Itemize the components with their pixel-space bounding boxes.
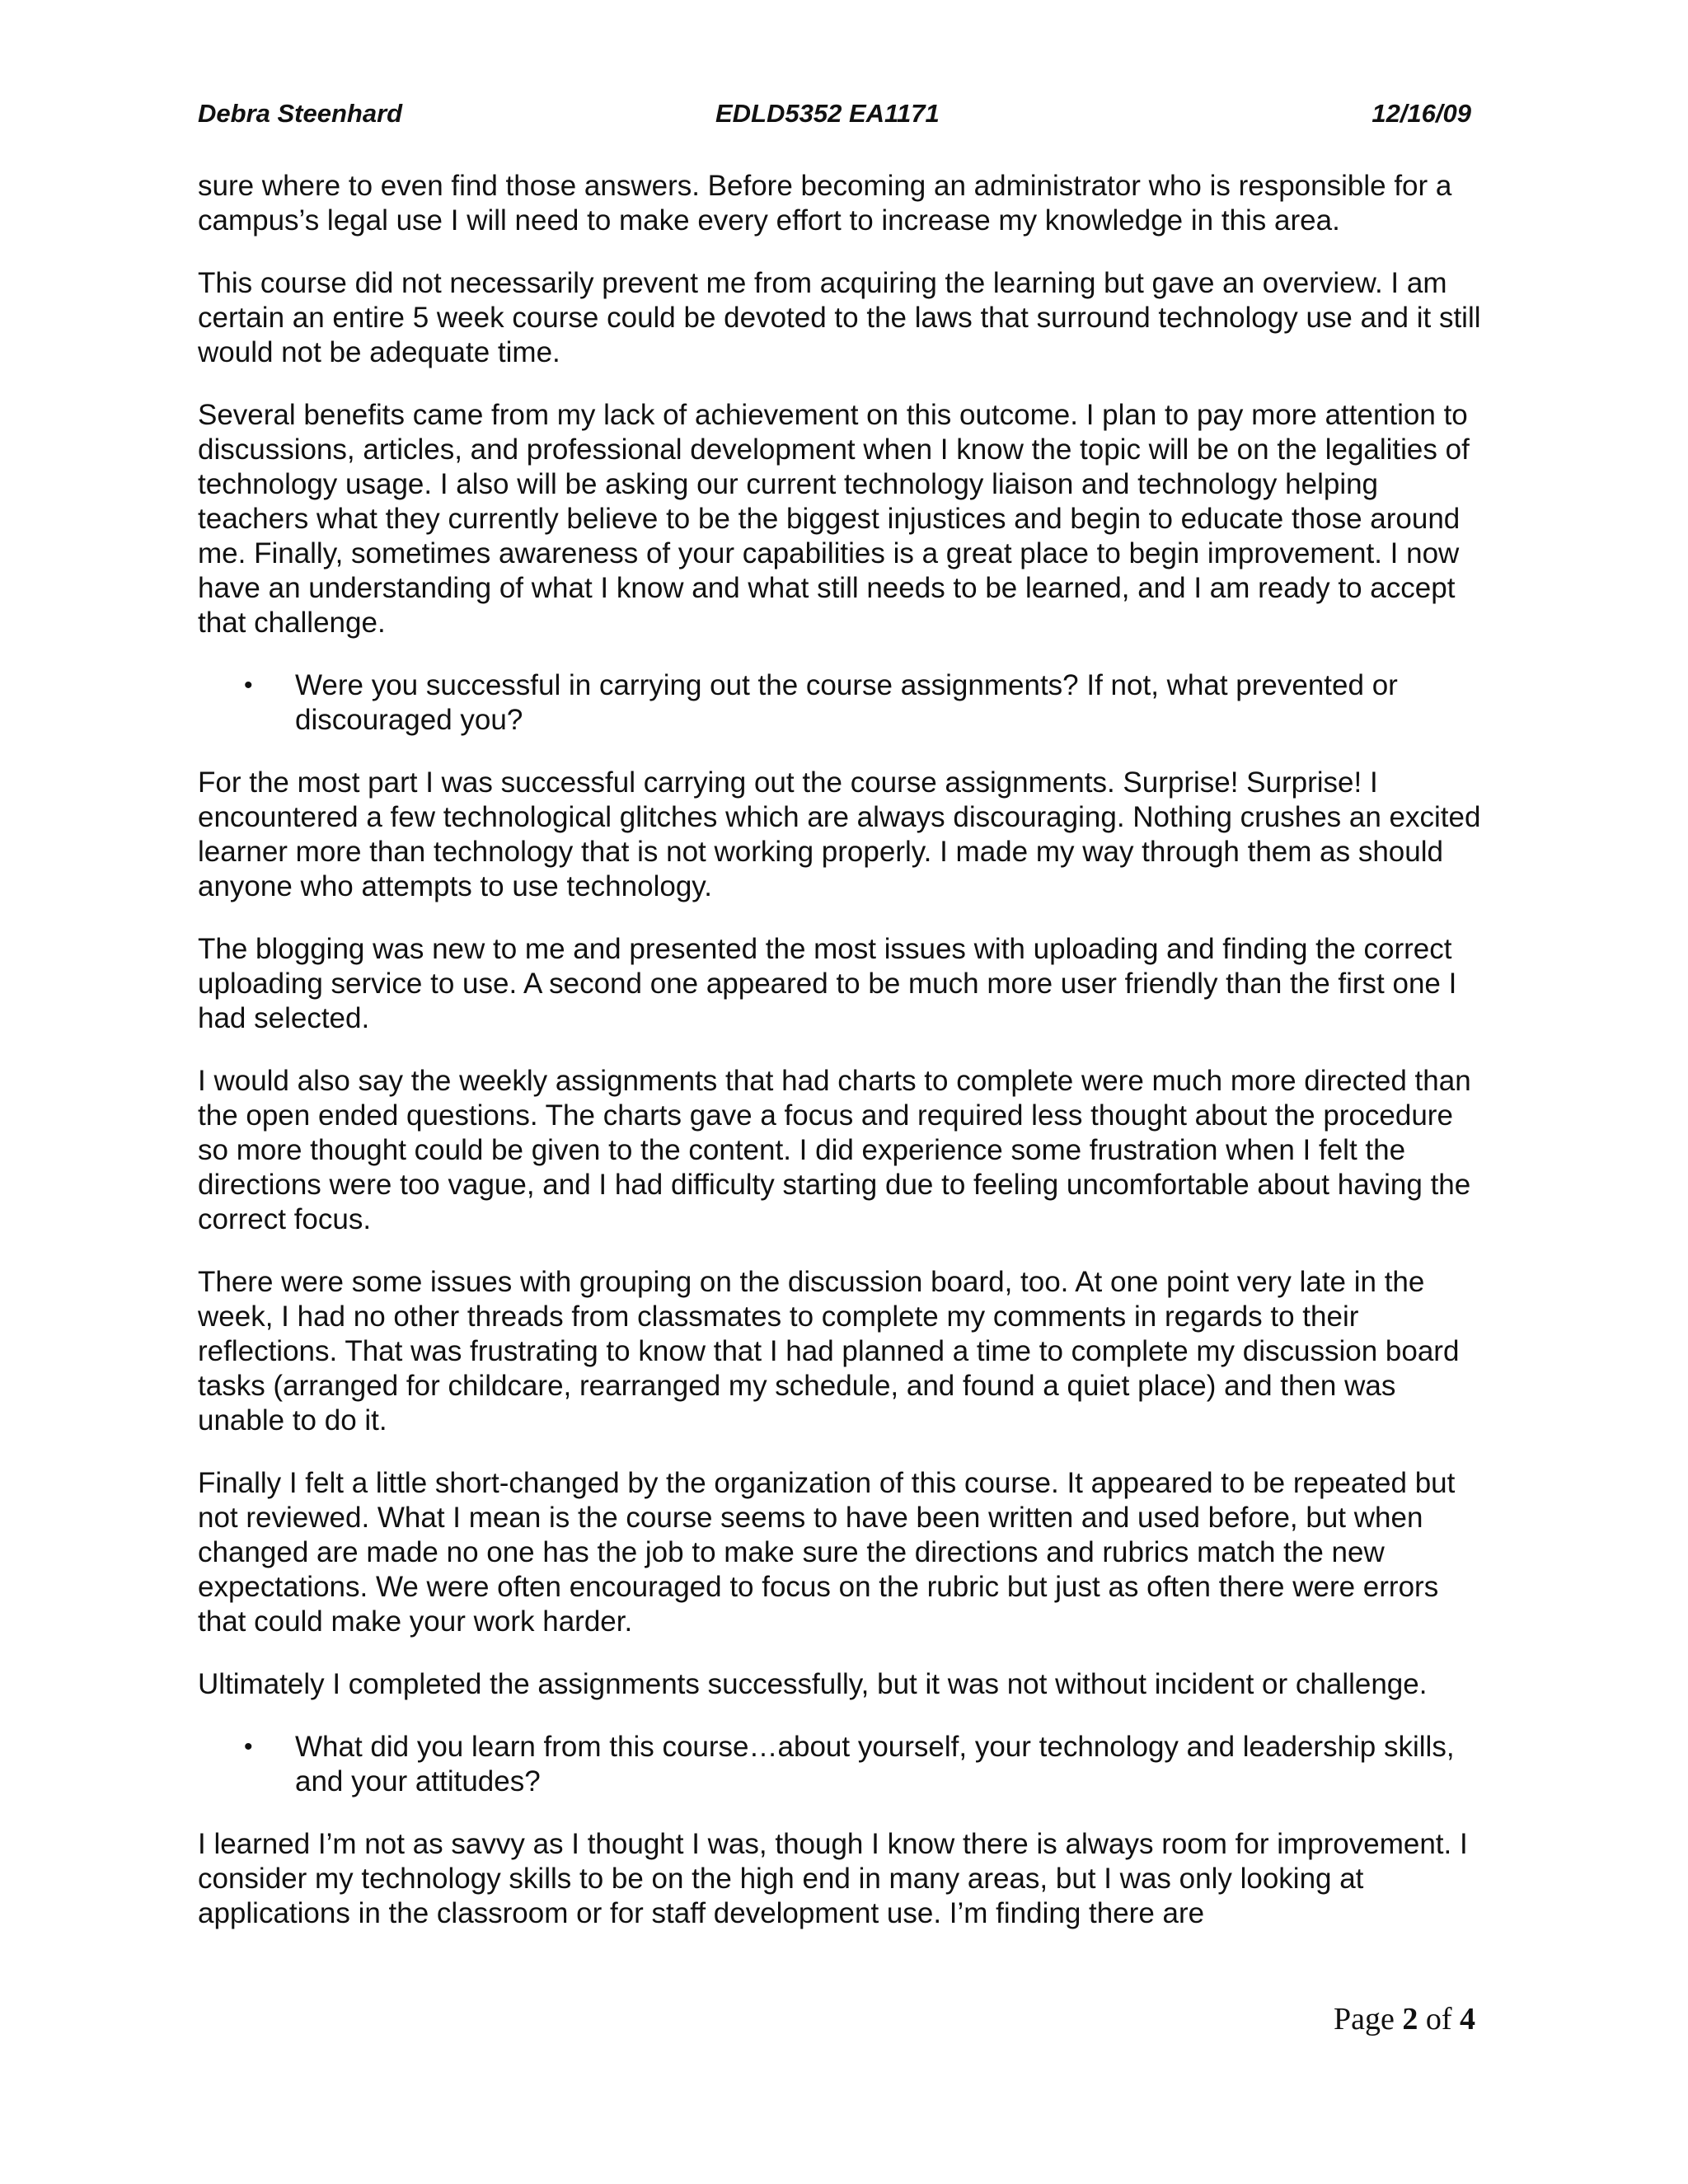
bullet-question [198,668,1484,738]
footer-page-number: 2 [1402,2002,1418,2036]
paragraph: There were some issues with grouping on the discussion board, too. At one point very late in the week, I had no other threads from classmates to complete my comments in regards to their reflections. That was frustrating to know that I had planned a time to complete my discussion board tasks (arranged for childcare, rearranged my schedule, and found a quiet place) and then was unable to do it. [198,1266,1460,1436]
bullet-question-text: Were you successful in carrying out the course assignments? If not, what prevented or discouraged you? [295,669,1398,736]
paragraph: I would also say the weekly assignments that had charts to complete were much more directed than the open ended questions. The charts gave a focus and required less thought about the procedure so more thought could be given to the content. I did experience some frustration when I felt the directions were too vague, and I had difficulty starting due to feeling uncomfortable about having the correct focus. [198,1065,1471,1235]
paragraph: Finally I felt a little short-changed by the organization of this course. It appeared to be repeated but not reviewed. What I mean is the course seems to have been written and used before, but when changed are made no one has the job to make sure the directions and rubrics match the new expectations. We were often encouraged to focus on the rubric but just as often there were errors that could make your work harder. [198,1467,1456,1638]
paragraph: The blogging was new to me and presented the most issues with uploading and finding the correct uploading service to use. A second one appeared to be much more user friendly than the first one I had selected. [198,933,1457,1034]
document-body [198,169,1484,1959]
footer-page-total: 4 [1460,2002,1475,2036]
paragraph: This course did not necessarily prevent me from acquiring the learning but gave an overview. I am certain an entire 5 week course could be devoted to the laws that surround technology use and it still would not be adequate time. [198,267,1481,368]
paragraph: I learned I’m not as savvy as I thought I was, though I know there is always room for improvement. I consider my technology skills to be on the high end in many areas, but I was only looking at applications in the classroom or for staff development use. I’m finding there are [198,1828,1468,1929]
bullet-question [198,1730,1484,1799]
header-author: Debra Steenhard [198,99,403,128]
header-course: EDLD5352 EA1171 [715,99,940,128]
bullet-question-text: What did you learn from this course…about yourself, your technology and leadership skills, and your attitudes? [295,1731,1455,1797]
paragraph: Ultimately I completed the assignments successfully, but it was not without incident or challenge. [198,1668,1428,1700]
page-footer [1334,2001,1475,2037]
header-date: 12/16/09 [1372,99,1471,128]
bullet-icon: • [244,1733,253,1760]
paragraph: Several benefits came from my lack of achievement on this outcome. I plan to pay more attention to discussions, articles, and professional development when I know the topic will be on the legalities of technology usage. I also will be asking our current technology liaison and technology helping teachers what they currently believe to be the biggest injustices and begin to educate those around me. Finally, sometimes awareness of your capabilities is a great place to begin improvement. I now have an understanding of what I know and what still needs to be learned, and I am ready to accept that challenge. [198,399,1470,639]
footer-page-word: Page [1333,2002,1395,2036]
page-header [198,97,1471,138]
paragraph: sure where to even find those answers. Before becoming an administrator who is responsible for a campus’s legal use I will need to make every effort to increase my knowledge in this area. [198,170,1452,237]
bullet-icon: • [244,672,253,699]
footer-of-word: of [1425,2002,1452,2036]
paragraph: For the most part I was successful carrying out the course assignments. Surprise! Surprise! I encountered a few technological glitches which are always discouraging. Nothing crushes an excited learner more than technology that is not working properly. I made my way through them as should anyone who attempts to use technology. [198,766,1481,902]
